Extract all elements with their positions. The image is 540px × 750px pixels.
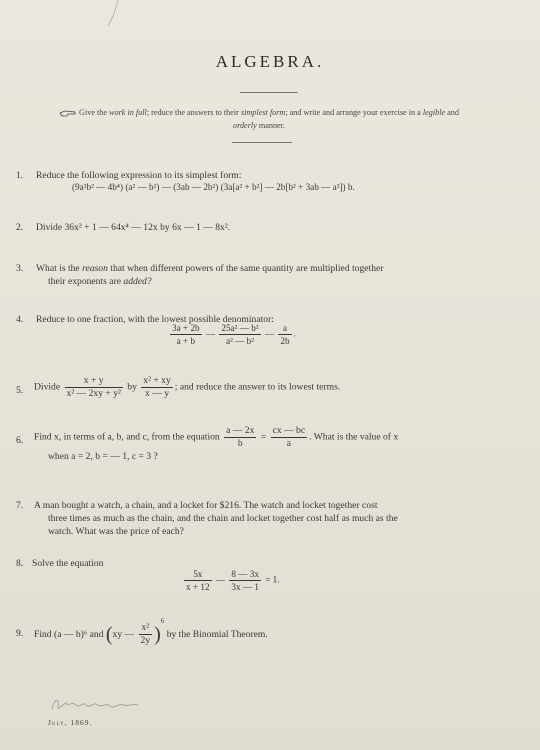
question-number: 2. <box>16 222 24 233</box>
denominator: a² — b² <box>226 336 254 346</box>
q8-rhs: = 1. <box>265 574 280 585</box>
q6-text-b: . What is the value of x <box>309 431 399 443</box>
question-number: 5. <box>16 385 24 396</box>
instr-em: simplest form <box>240 108 286 117</box>
fraction <box>184 568 212 593</box>
question-text <box>34 617 268 647</box>
q3-em2: added? <box>123 276 152 287</box>
question-fractions: $\frac{3a + 2b}{a + b}$ — $\frac{\text{25a² — b²}}{\text{a² — b²}}$ — $\frac{a}{2b}$ . <box>172 323 296 346</box>
question-text: A man bought a watch, a chain, and a locket for $216. The watch and locket together cost <box>34 500 378 511</box>
denominator: 2b <box>280 336 290 346</box>
page-title: ALGEBRA. <box>215 52 325 71</box>
question-number: 3. <box>16 263 24 274</box>
question-text-cont: watch. What was the price of each? <box>48 526 184 537</box>
numerator: x² + xy <box>143 375 171 386</box>
q3-text-c: their exponents are <box>48 276 121 287</box>
fraction <box>278 322 291 347</box>
fraction <box>141 375 172 400</box>
paper-crease <box>104 0 134 30</box>
numerator: a <box>278 322 291 335</box>
question-number: 4. <box>16 314 24 325</box>
paren-close: ) <box>154 623 161 646</box>
question-number: 7. <box>16 500 24 511</box>
q5-text-a: Divide <box>34 381 61 393</box>
fraction <box>219 322 260 347</box>
denominator: b <box>237 438 243 449</box>
question-number: 9. <box>16 628 24 639</box>
numerator: 5x <box>184 568 212 581</box>
pointing-hand-icon <box>59 109 77 118</box>
fraction <box>139 622 153 647</box>
title-rule <box>240 92 298 93</box>
fraction <box>229 568 261 593</box>
question-text: Divide 36x² + 1 — 64x⁴ — 12x by 6x — 1 — 8x². <box>36 222 231 233</box>
fraction <box>271 425 308 450</box>
instr-em: legible <box>422 108 446 117</box>
numerator: cx — bc <box>272 425 306 436</box>
q3-text-b: that when different powers of the same quantity are multiplied together <box>110 263 384 274</box>
question-text: Reduce the following expression to its simplest form: <box>36 170 242 181</box>
question-text <box>36 262 496 275</box>
handwritten-signature <box>46 693 146 715</box>
numerator: a — 2x <box>226 425 255 436</box>
question-text <box>34 425 398 450</box>
fraction <box>170 322 202 347</box>
q9-inner: xy — <box>112 629 135 640</box>
instr-em: work in full <box>109 108 147 117</box>
q9-text-b: by the Binomial Theorem. <box>166 629 268 640</box>
numerator: 25a² — b² <box>221 323 259 333</box>
question-number: 8. <box>16 558 24 569</box>
instr-text: and <box>447 108 459 117</box>
instr-text: manner. <box>258 121 285 130</box>
fraction <box>224 425 256 450</box>
q3-text-a: What is the <box>36 263 80 274</box>
exam-date: July, 1869. <box>48 718 93 727</box>
question-equation: $\frac{5x}{x + 12}$ — $\frac{8 — 3x}{3x — 1}$ = 1. <box>186 569 280 592</box>
paren-open: ( <box>105 623 113 646</box>
question-text-cont: three times as much as the chain, and the chain and locket together cost half as much as the <box>48 513 398 524</box>
instructions <box>24 106 494 132</box>
numerator: 8 — 3x <box>231 569 259 579</box>
denominator: x + 12 <box>186 582 210 592</box>
numerator: x² <box>139 622 153 635</box>
denominator: 2y <box>140 635 151 647</box>
question-text <box>34 375 340 400</box>
exponent: 6 <box>160 617 165 625</box>
instr-text: Give the <box>79 108 107 117</box>
q3-em: reason <box>82 263 108 274</box>
denominator: x² — 2xy + y² <box>66 388 121 399</box>
question-text-cont: when a = 2, b = — 1, c = 3 ? <box>48 451 158 462</box>
question-expression: (9a²b² — 4b⁴) (a² — b²) — (3ab — 2b²) (3a[a² + b²] — 2b[b² + 3ab — a²]) b. <box>72 182 355 192</box>
q6-equals: = <box>260 431 267 443</box>
q5-by: by <box>127 381 137 393</box>
q6-text-a: Find x, in terms of a, b, and c, from the equation <box>34 431 220 443</box>
numerator: x + y <box>65 375 123 388</box>
question-text: Reduce to one fraction, with the lowest possible denominator: <box>36 314 274 325</box>
numerator: 3a + 2b <box>172 323 200 333</box>
denominator: 3x — 1 <box>231 582 259 592</box>
q9-text-a: Find (a — b)⁶ and <box>34 629 104 640</box>
q5-text-b: ; and reduce the answer to its lowest terms. <box>174 381 341 393</box>
question-text-cont <box>48 275 152 288</box>
question-number: 1. <box>16 170 24 181</box>
denominator: x — y <box>145 388 170 399</box>
question-number: 6. <box>16 435 24 446</box>
instructions-rule <box>232 142 292 143</box>
denominator: a + b <box>176 336 196 346</box>
instr-em: orderly <box>232 121 257 130</box>
question-text: Solve the equation <box>32 558 104 569</box>
denominator: a <box>286 438 291 449</box>
instr-text: ; and write and arrange your exercise in a <box>285 108 421 117</box>
fraction <box>65 375 123 400</box>
instr-text: ; reduce the answers to their <box>146 108 239 117</box>
